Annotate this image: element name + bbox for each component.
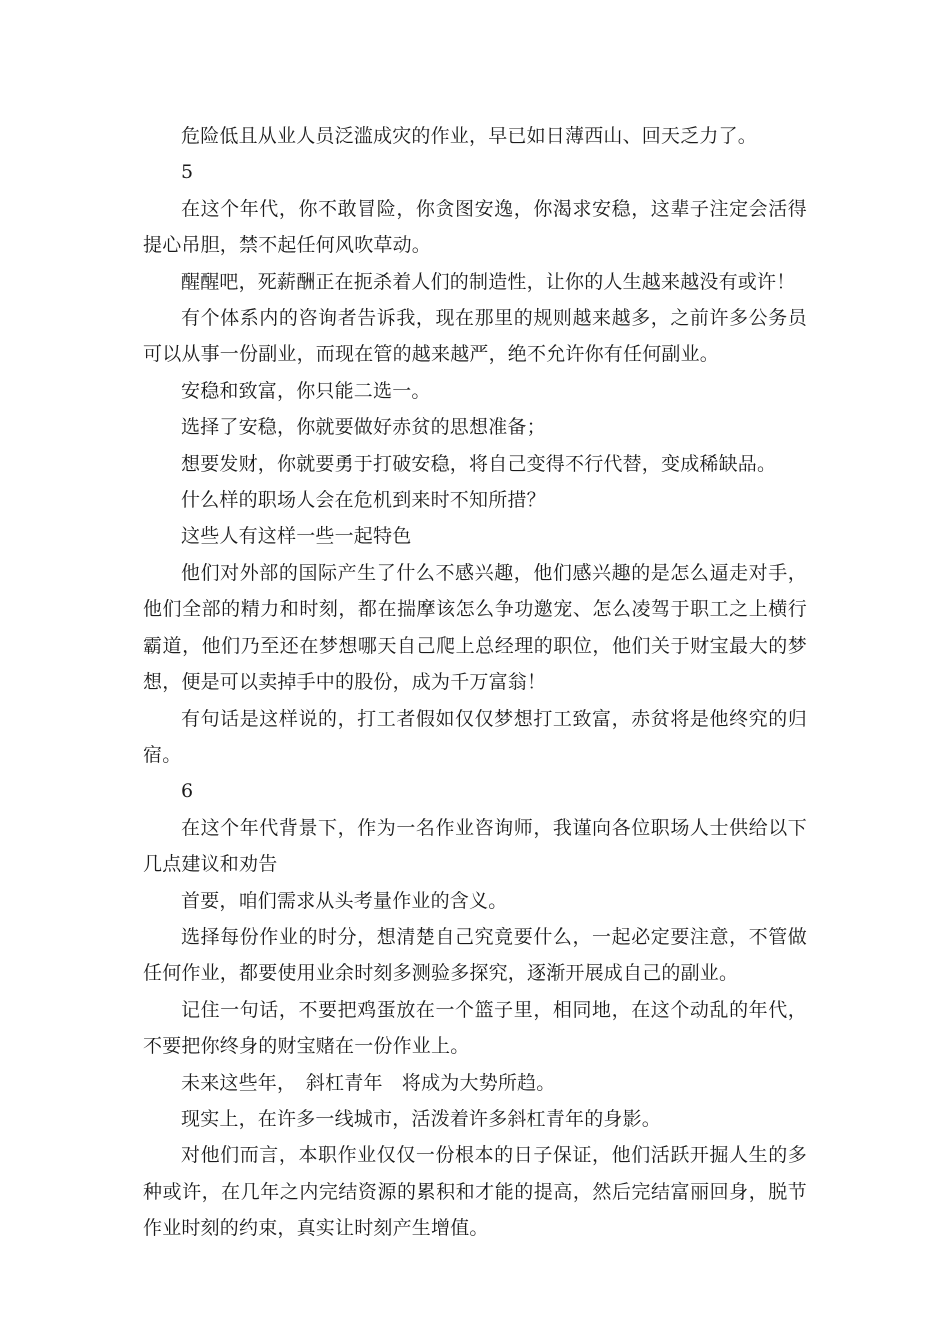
paragraph: 什么样的职场人会在危机到来时不知所措？ (181, 489, 546, 512)
section-number: 6 (181, 780, 194, 803)
paragraph: 首要，咱们需求从头考量作业的含义。 (181, 889, 508, 912)
paragraph: 选择了安稳，你就要做好赤贫的思想准备； (181, 416, 546, 439)
paragraph: 在这个年代背景下，作为一名作业咨询师，我谨向各位职场人士供给以下几点建议和劝告 (143, 816, 807, 876)
paragraph: 安稳和致富，你只能二选一。 (181, 379, 431, 402)
paragraph: 在这个年代，你不敢冒险，你贪图安逸，你渴求安稳，这辈子注定会活得提心吊胆，禁不起任何风吹草动。 (143, 197, 807, 257)
document-body (143, 118, 807, 1247)
paragraph: 对他们而言，本职作业仅仅一份根本的日子保证，他们活跃开掘人生的多种或许，在几年之内完结资源的累积和才能的提高，然后完结富丽回身，脱节作业时刻的约束，真实让时刻产生增值。 (143, 1144, 807, 1240)
paragraph: 现实上，在许多一线城市，活泼着许多斜杠青年的身影。 (181, 1107, 662, 1130)
paragraph: 有句话是这样说的，打工者假如仅仅梦想打工致富，赤贫将是他终究的归宿。 (143, 707, 807, 766)
paragraph: 未来这些年， 斜杠青年 将成为大势所趋。 (181, 1071, 556, 1094)
paragraph: 想要发财，你就要勇于打破安稳，将自己变得不行代替，变成稀缺品。 (181, 452, 777, 475)
paragraph: 他们对外部的国际产生了什么不感兴趣，他们感兴趣的是怎么逼走对手，他们全部的精力和时刻，都在揣摩该怎么争功邀宠、怎么凌驾于职工之上横行霸道，他们乃至还在梦想哪天自己爬上总经理的职位，他们关于财宝最大的梦想，便是可以卖掉手中的股份，成为千万富翁！ (143, 561, 807, 694)
paragraph: 醒醒吧，死薪酬正在扼杀着人们的制造性，让你的人生越来越没有或许！ (181, 270, 796, 293)
paragraph: 这些人有这样一些一起特色 (181, 525, 412, 548)
paragraph: 危险低且从业人员泛滥成灾的作业，早已如日薄西山、回天乏力了。 (181, 125, 758, 147)
paragraph: 有个体系内的咨询者告诉我，现在那里的规则越来越多，之前许多公务员可以从事一份副业，而现在管的越来越严，绝不允许你有任何副业。 (143, 307, 807, 366)
section-number: 5 (181, 161, 194, 184)
paragraph: 记住一句话，不要把鸡蛋放在一个篮子里，相同地，在这个动乱的年代，不要把你终身的财宝赌在一份作业上。 (143, 998, 807, 1058)
paragraph: 选择每份作业的时分，想清楚自己究竟要什么，一起必定要注意，不管做任何作业，都要使用业余时刻多测验多探究，逐渐开展成自己的副业。 (143, 925, 807, 985)
